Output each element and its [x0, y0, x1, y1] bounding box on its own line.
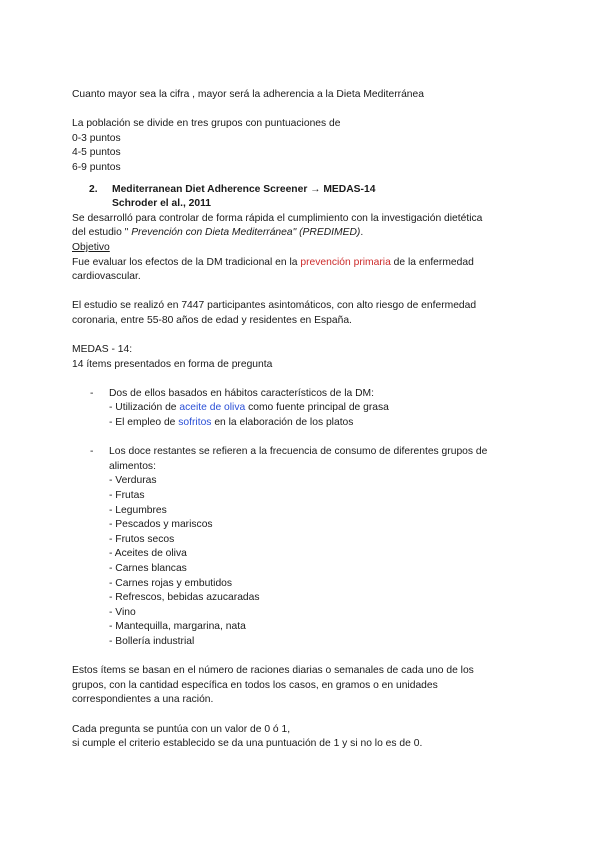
medas-items-line: 14 ítems presentados en forma de pregunta [72, 358, 273, 370]
description-line: Se desarrolló para controlar de forma rápida el cumplimiento con la investigación dietética [72, 212, 483, 224]
adherence-line: Cuanto mayor sea la cifra , mayor será la adherencia a la Dieta Mediterránea [72, 89, 424, 100]
food-item: - Verduras [109, 475, 157, 487]
food-item: - Aceites de oliva [109, 548, 187, 560]
medas-label: MEDAS - 14: [72, 344, 133, 356]
section-authors-row [72, 197, 532, 212]
bullet-text: Dos de ellos basados en hábitos característicos de la DM: [109, 387, 374, 399]
group-item: 6-9 puntos [72, 161, 121, 173]
food-item: - Legumbres [109, 504, 167, 516]
section-authors: Schroder el al., 2011 [112, 198, 212, 210]
document-page [72, 88, 532, 752]
highlight-blue: sofritos [178, 417, 212, 429]
objetivo-text: de la enfermedad [390, 256, 474, 268]
scoring-line: si cumple el criterio establecido se da una puntuación de 1 y si no lo es de 0. [72, 738, 423, 750]
closing-line: grupos, con la cantidad específica en todos los casos, en gramos o en unidades [72, 679, 438, 691]
study-name: Prevención con Dieta Mediterránea" (PREDIMED) [128, 227, 361, 239]
groups-intro: La población se divide en tres grupos con puntuaciones de [72, 118, 341, 130]
sub-item-text: en la elaboración de los platos [211, 417, 354, 429]
sub-item-text: como fuente principal de grasa [245, 402, 389, 414]
bullet-hábitos [72, 387, 532, 431]
description-text: del estudio " [72, 227, 129, 239]
description-line [72, 226, 532, 241]
bullet-text: alimentos: [109, 460, 156, 472]
highlight-red: prevención primaria [300, 256, 391, 268]
food-item: - Frutas [109, 490, 145, 502]
sub-item-text: - El empleo de [109, 417, 179, 429]
section-heading [72, 183, 532, 198]
bullet-frecuencia [72, 445, 532, 649]
objetivo-line: cardiovascular. [72, 271, 141, 283]
food-item: - Pescados y mariscos [109, 519, 213, 531]
group-item: 0-3 puntos [72, 132, 121, 144]
highlight-blue: aceite de oliva [179, 402, 246, 414]
objetivo-label: Objetivo [72, 241, 110, 253]
sub-item [109, 401, 532, 416]
group-item: 4-5 puntos [72, 147, 121, 159]
study-line: coronaria, entre 55-80 años de edad y residentes en España. [72, 314, 352, 326]
sub-item-text: - Utilización de [109, 402, 180, 414]
food-item: - Bollería industrial [109, 635, 195, 647]
objetivo-text: Fue evaluar los efectos de la DM tradicional en la [72, 256, 301, 268]
food-item: - Frutos secos [109, 533, 175, 545]
closing-line: Estos ítems se basan en el número de raciones diarias o semanales de cada uno de los [72, 665, 474, 677]
bullet-dash: - [90, 446, 94, 458]
food-item: - Mantequilla, margarina, nata [109, 621, 246, 633]
food-item: - Refrescos, bebidas azucaradas [109, 592, 260, 604]
bullet-text: Los doce restantes se refieren a la frecuencia de consumo de diferentes grupos de [109, 446, 488, 458]
description-text: . [360, 227, 364, 239]
sub-item [109, 416, 532, 431]
closing-line: correspondientes a una ración. [72, 694, 214, 706]
section-title: Mediterranean Diet Adherence Screener → MEDAS-14 [112, 183, 376, 195]
study-line: El estudio se realizó en 7447 participantes asintomáticos, con alto riesgo de enfermedad [72, 300, 477, 312]
bullet-dash: - [90, 387, 94, 399]
food-item: - Carnes blancas [109, 563, 187, 574]
food-item: - Vino [109, 606, 136, 618]
food-item: - Carnes rojas y embutidos [109, 577, 233, 589]
section-number: 2. [89, 183, 98, 195]
scoring-line: Cada pregunta se puntúa con un valor de 0 ó 1, [72, 723, 291, 735]
objetivo-line [72, 256, 532, 271]
